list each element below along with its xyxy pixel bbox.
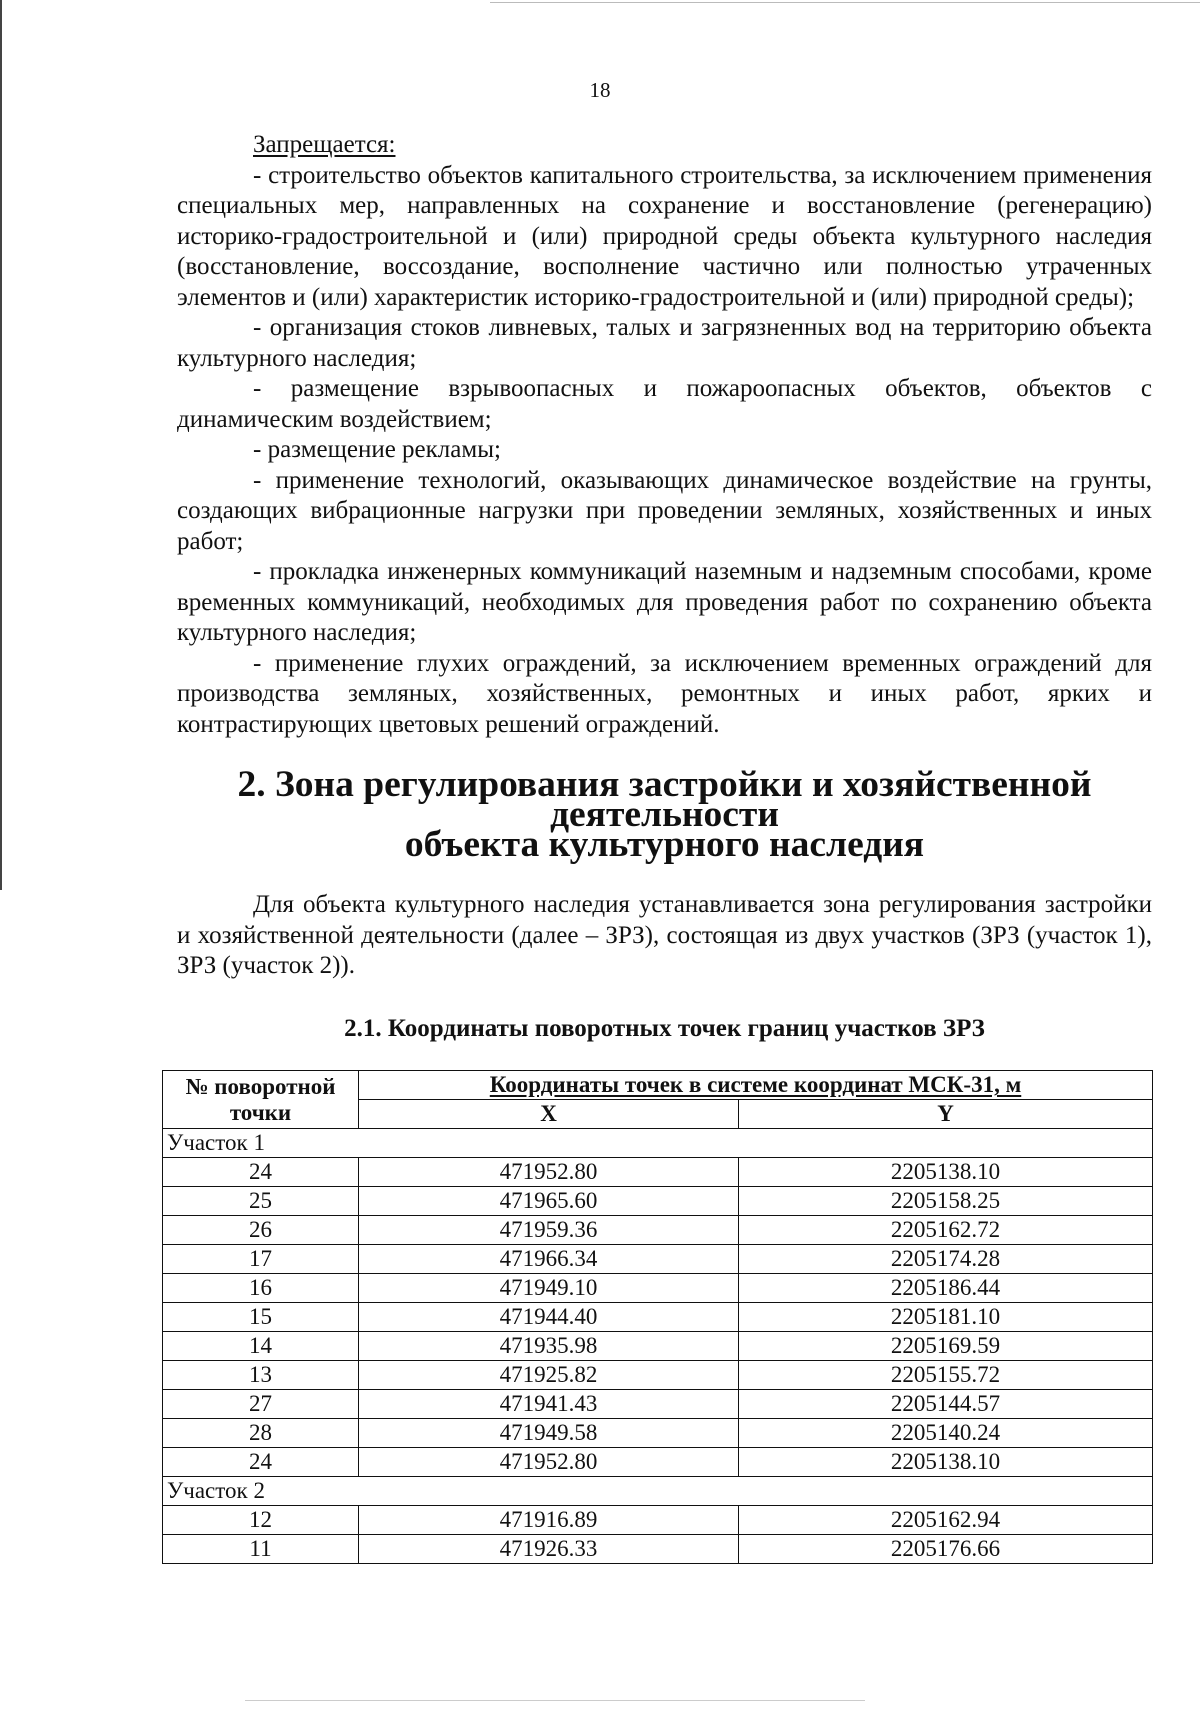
y-coordinate-cell: 2205181.10 (739, 1303, 1153, 1332)
y-coordinate-cell: 2205138.10 (739, 1158, 1153, 1187)
section-label: Участок 1 (163, 1129, 1153, 1158)
point-number-cell: 15 (163, 1303, 359, 1332)
x-coordinate-cell: 471965.60 (359, 1187, 739, 1216)
x-coordinate-cell: 471926.33 (359, 1535, 739, 1564)
x-coordinate-cell: 471941.43 (359, 1390, 739, 1419)
table-row (163, 1448, 1153, 1477)
section-row (163, 1477, 1153, 1506)
y-column-header: Y (739, 1100, 1153, 1129)
point-number-cell: 14 (163, 1332, 359, 1361)
table-row (163, 1419, 1153, 1448)
scan-artifact-line (245, 1700, 865, 1701)
table-row (163, 1535, 1153, 1564)
point-number-cell: 28 (163, 1419, 359, 1448)
page-number: 18 (589, 78, 611, 102)
point-number-cell: 13 (163, 1361, 359, 1390)
point-number-cell: 11 (163, 1535, 359, 1564)
section-heading (177, 764, 1152, 865)
prohibited-heading: Запрещается: (253, 131, 396, 158)
table-header-row (163, 1071, 1153, 1100)
table-row (163, 1216, 1153, 1245)
section-intro: Для объекта культурного наследия устанавливается зона регулирования застройки и хозяйственной деятельности (далее – ЗРЗ), состоящая из двух участков (ЗРЗ (участок 1), ЗРЗ (участок 2)). (177, 891, 1152, 979)
x-coordinate-cell: 471966.34 (359, 1245, 739, 1274)
x-coordinate-cell: 471935.98 (359, 1332, 739, 1361)
y-coordinate-cell: 2205174.28 (739, 1245, 1153, 1274)
point-number-cell: 17 (163, 1245, 359, 1274)
point-number-cell: 24 (163, 1158, 359, 1187)
table-title: 2.1. Координаты поворотных точек границ участков ЗРЗ (344, 1014, 985, 1042)
table-row (163, 1332, 1153, 1361)
prohibited-item: - прокладка инженерных коммуникаций наземным и надземным способами, кроме временных коммуникаций, необходимых для проведения работ по сохранению объекта культурного наследия; (177, 558, 1152, 646)
point-number-cell: 16 (163, 1274, 359, 1303)
y-coordinate-cell: 2205155.72 (739, 1361, 1153, 1390)
x-coordinate-cell: 471925.82 (359, 1361, 739, 1390)
table-row (163, 1274, 1153, 1303)
y-coordinate-cell: 2205186.44 (739, 1274, 1153, 1303)
point-number-cell: 12 (163, 1506, 359, 1535)
prohibited-item: - размещение взрывоопасных и пожароопасных объектов, объектов с динамическим воздействием; (177, 375, 1152, 433)
prohibited-item: - строительство объектов капитального строительства, за исключением применения специальных мер, направленных на сохранение и восстановление (регенерацию) историко-градостроительной и (или) природной среды объекта культурного наследия (восстановление, воссоздание, восполнение частично или полностью утраченных элементов и (или) характеристик историко-градостроительной и (или) природной среды); (177, 161, 1152, 311)
coordinates-header: Координаты точек в системе координат МСК-31, м (359, 1071, 1153, 1100)
y-coordinate-cell: 2205162.94 (739, 1506, 1153, 1535)
y-coordinate-cell: 2205138.10 (739, 1448, 1153, 1477)
x-coordinate-cell: 471949.58 (359, 1419, 739, 1448)
x-coordinate-cell: 471949.10 (359, 1274, 739, 1303)
x-coordinate-cell: 471952.80 (359, 1158, 739, 1187)
x-column-header: X (359, 1100, 739, 1129)
prohibited-list (177, 161, 1152, 741)
prohibited-item: - размещение рекламы; (253, 436, 501, 463)
coordinates-table (162, 1070, 1153, 1564)
prohibited-item: - организация стоков ливневых, талых и загрязненных вод на территорию объекта культурного наследия; (177, 314, 1152, 372)
prohibited-item: - применение технологий, оказывающих динамическое воздействие на грунты, создающих вибрационные нагрузки при проведении земляных, хозяйственных и иных работ; (177, 466, 1152, 555)
document-body (177, 130, 1152, 1044)
table-row (163, 1158, 1153, 1187)
scan-artifact-line (0, 0, 2, 890)
point-number-header: № поворотной точки (163, 1071, 359, 1129)
table-row (163, 1390, 1153, 1419)
point-number-cell: 27 (163, 1390, 359, 1419)
point-number-cell: 26 (163, 1216, 359, 1245)
y-coordinate-cell: 2205140.24 (739, 1419, 1153, 1448)
table-row (163, 1361, 1153, 1390)
table-row (163, 1187, 1153, 1216)
y-coordinate-cell: 2205176.66 (739, 1535, 1153, 1564)
y-coordinate-cell: 2205144.57 (739, 1390, 1153, 1419)
table-row (163, 1506, 1153, 1535)
section-heading-line: 2. Зона регулирования застройки и хозяйственной деятельности (237, 764, 1092, 835)
y-coordinate-cell: 2205169.59 (739, 1332, 1153, 1361)
prohibited-item: - применение глухих ограждений, за исключением временных ограждений для производства земляных, хозяйственных, ремонтных и иных работ, ярких и контрастирующих цветовых решений ограждений. (177, 649, 1152, 738)
section-heading-line: объекта культурного наследия (404, 824, 925, 865)
x-coordinate-cell: 471916.89 (359, 1506, 739, 1535)
point-number-cell: 25 (163, 1187, 359, 1216)
section-label: Участок 2 (163, 1477, 1153, 1506)
point-number-cell: 24 (163, 1448, 359, 1477)
y-coordinate-cell: 2205162.72 (739, 1216, 1153, 1245)
table-body (163, 1129, 1153, 1564)
scan-artifact-line (490, 2, 1200, 3)
x-coordinate-cell: 471952.80 (359, 1448, 739, 1477)
y-coordinate-cell: 2205158.25 (739, 1187, 1153, 1216)
x-coordinate-cell: 471959.36 (359, 1216, 739, 1245)
table-row (163, 1303, 1153, 1332)
section-row (163, 1129, 1153, 1158)
table-row (163, 1245, 1153, 1274)
x-coordinate-cell: 471944.40 (359, 1303, 739, 1332)
